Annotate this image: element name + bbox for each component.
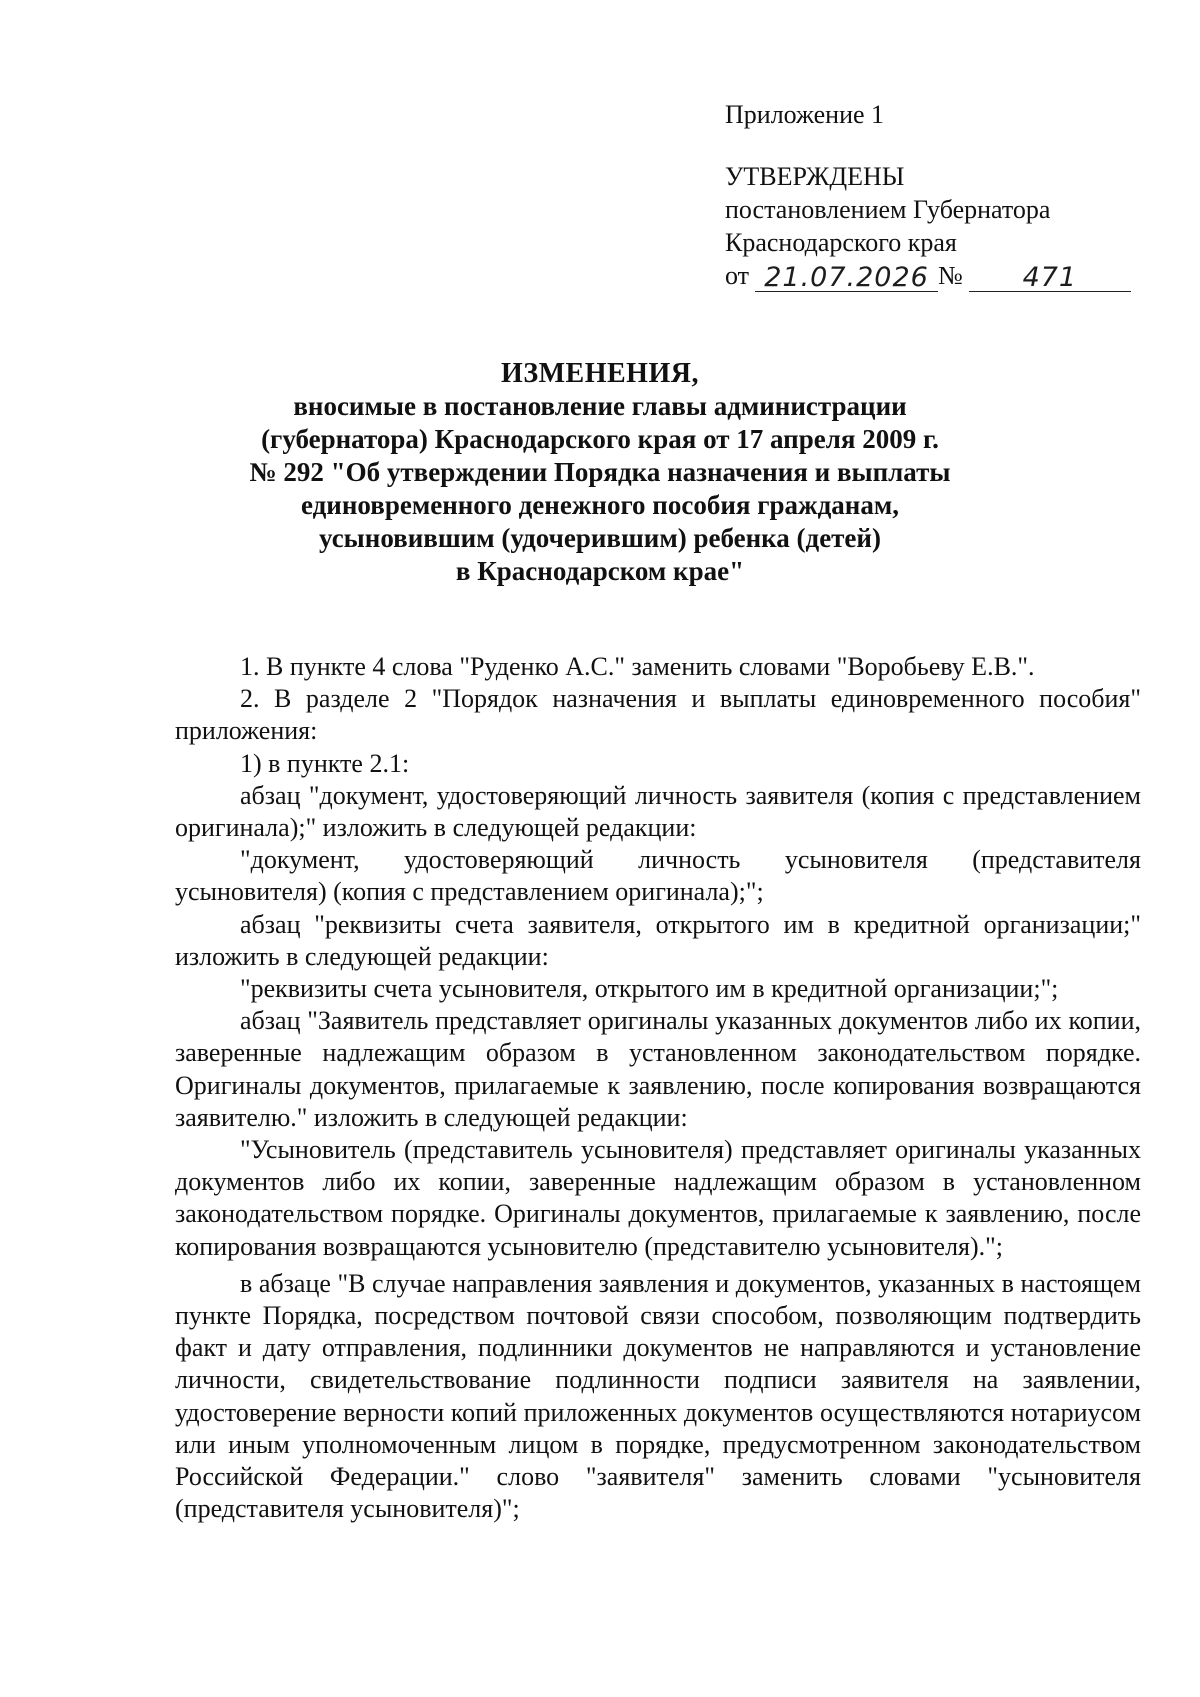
- title-line: единовременного денежного пособия гражданам,: [301, 490, 899, 520]
- body-paragraph: 1. В пункте 4 слова "Руденко А.С." заменить словами "Воробьеву Е.В.".: [240, 652, 1035, 681]
- body-paragraph: "документ, удостоверяющий личность усыновителя (представителя усыновителя) (копия с представлением оригинала);";: [175, 845, 1141, 907]
- body-paragraph: "Усыновитель (представитель усыновителя) представляет оригиналы указанных документов либо их копии, заверенные надлежащим образом в установленном законодательством порядке. Оригиналы документов, прилагаемые к заявлению, после копирования возвращаются усыновителю (представителю усыновителя).";: [175, 1135, 1141, 1261]
- body-paragraph: 2. В разделе 2 "Порядок назначения и выплаты единовременного пособия" приложения:: [175, 684, 1141, 746]
- approved-by-line-2: Краснодарского края: [725, 228, 957, 257]
- body-paragraph: абзац "документ, удостоверяющий личность заявителя (копия с представлением оригинала);" изложить в следующей редакции:: [175, 780, 1141, 843]
- approved-by-line-1: постановлением Губернатора: [725, 195, 1051, 224]
- handwritten-number: 471: [1022, 262, 1078, 293]
- date-field: [755, 261, 938, 292]
- body-paragraph: 1) в пункте 2.1:: [240, 748, 410, 778]
- title-line: усыновившим (удочерившим) ребенка (детей): [319, 523, 881, 553]
- body-paragraph: в абзаце "В случае направления заявления и документов, указанных в настоящем пункте Порядка, посредством почтовой связи способом, позволяющим подтвердить факт и дату отправления, подлинники документов не направляются и установление личности, свидетельствование подлинности подписи заявителя на заявлении, удостоверение верности копий приложенных документов осуществляются нотариусом или иным уполномоченным лицом в порядке, предусмотренном законодательством Российской Федерации." слово "заявителя" заменить словами "усыновителя (представителя усыновителя)";: [175, 1268, 1141, 1524]
- number-field: [969, 261, 1131, 292]
- number-sign: №: [938, 261, 963, 290]
- date-number-line: [725, 259, 1145, 292]
- handwritten-date: 21.07.2026: [764, 262, 929, 293]
- title-line: вносимые в постановление главы администрации: [293, 391, 907, 421]
- title-line: № 292 "Об утверждении Порядка назначения и выплаты: [249, 457, 951, 487]
- title-line: в Краснодарском крае": [455, 556, 745, 586]
- document-body: [175, 651, 1141, 1525]
- approved-label: УТВЕРЖДЕНЫ: [725, 162, 905, 191]
- body-paragraph: абзац "реквизиты счета заявителя, открытого им в кредитной организации;" изложить в следующей редакции:: [175, 909, 1141, 971]
- body-paragraph: "реквизиты счета усыновителя, открытого им в кредитной организации;";: [240, 974, 1059, 1004]
- document-title: [175, 357, 1025, 588]
- date-prefix: от: [725, 261, 750, 290]
- title-heading: ИЗМЕНЕНИЯ,: [501, 358, 699, 389]
- title-line: (губернатора) Краснодарского края от 17 апреля 2009 г.: [261, 424, 939, 454]
- approval-block: [725, 98, 1145, 292]
- annex-label: Приложение 1: [725, 100, 885, 129]
- body-paragraph: абзац "Заявитель представляет оригиналы указанных документов либо их копии, заверенные надлежащим образом в установленном законодательством порядке. Оригиналы документов, прилагаемые к заявлению, после копирования возвращаются заявителю." изложить в следующей редакции:: [175, 1006, 1141, 1132]
